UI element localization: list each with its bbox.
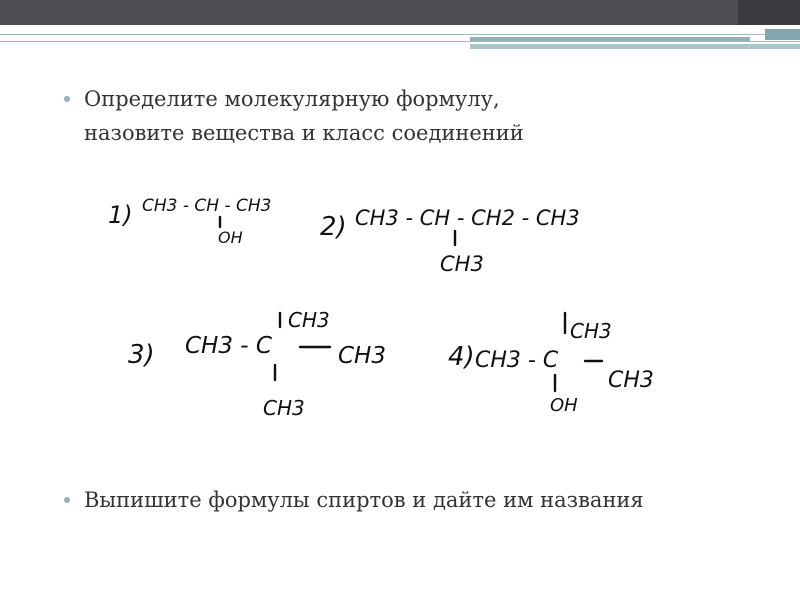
bullet-icon (64, 96, 70, 102)
slide-top-bar (0, 0, 800, 25)
decor-line (0, 34, 800, 35)
formula-2-substituent: CH3 (440, 252, 484, 276)
decor-line (0, 41, 800, 42)
bullet-text-line: Определите молекулярную формулу, (84, 87, 500, 111)
top-bar-accent (738, 0, 800, 25)
formula-3 (128, 308, 386, 420)
decor-band (470, 44, 800, 49)
formula-4-left: CH3 - C (475, 348, 559, 373)
formula-3-bottom: CH3 (263, 396, 305, 420)
formulas-drawing (100, 175, 680, 445)
formula-4-right: CH3 (608, 368, 654, 393)
formula-3-number: 3) (128, 340, 155, 370)
bullet-text-line: назовите вещества и класс соединений (84, 121, 524, 145)
formula-2-chain: CH3 - CH - CH2 - CH3 (355, 206, 580, 230)
formula-1-chain: CH3 - CH - CH3 (142, 196, 272, 216)
formula-2-number: 2) (320, 212, 347, 242)
formula-4-number: 4) (448, 342, 475, 372)
bullet-task-1 (64, 82, 684, 150)
formula-3-top: CH3 (288, 308, 330, 332)
bullet-icon (64, 497, 70, 503)
formula-4-top: CH3 (570, 319, 612, 343)
bullet-text-line: Выпишите формулы спиртов и дайте им названия (84, 488, 644, 512)
bullet-task-2 (64, 483, 764, 517)
decor-band (470, 37, 750, 41)
formula-1-number: 1) (108, 201, 133, 229)
formula-3-left: CH3 - C (185, 333, 272, 359)
handwritten-formulas (100, 175, 680, 445)
formula-3-right: CH3 (338, 343, 386, 369)
formula-4-bottom: OH (550, 395, 578, 416)
formula-1 (108, 196, 271, 247)
formula-4 (448, 313, 654, 416)
formula-1-substituent: OH (218, 228, 243, 247)
decor-band (765, 29, 800, 40)
formula-2 (320, 206, 580, 276)
